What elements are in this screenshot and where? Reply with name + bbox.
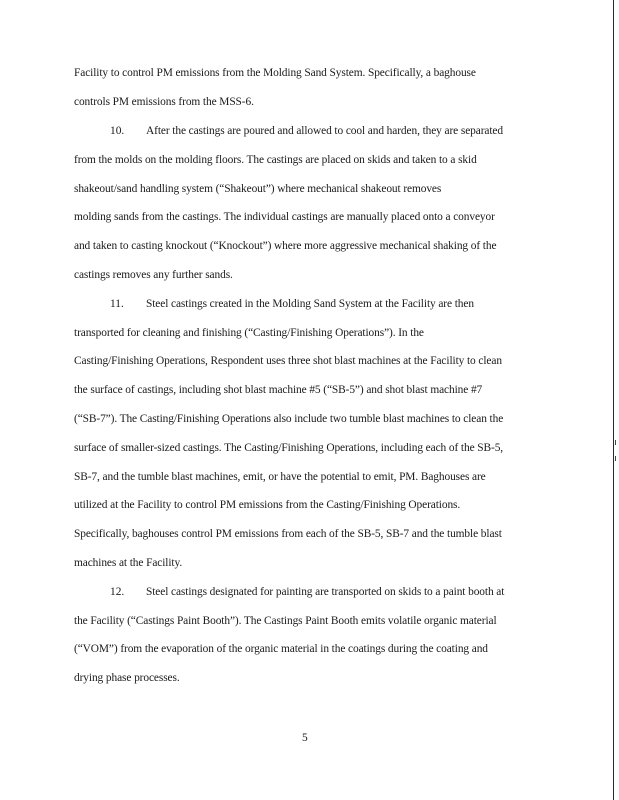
text-line: After the castings are poured and allowed to cool and harden, they are separated: [146, 125, 503, 137]
text-line: drying phase processes.: [74, 672, 180, 684]
text-line: Steel castings created in the Molding Sand System at the Facility are then: [146, 298, 474, 310]
page-number: 5: [302, 732, 308, 744]
text-line: Steel castings designated for painting are transported on skids to a paint booth at: [146, 586, 505, 598]
text-line: utilized at the Facility to control PM emissions from the Casting/Finishing Operations.: [74, 499, 461, 511]
text-line: and taken to casting knockout (“Knockout”) where more aggressive mechanical shaking of the: [74, 240, 497, 252]
page-edge-line: [613, 0, 614, 800]
text-line: shakeout/sand handling system (“Shakeout”) where mechanical shakeout removes: [74, 183, 442, 195]
paragraph-number: 12.: [110, 586, 125, 598]
text-line: SB-7, and the tumble blast machines, emit, or have the potential to emit, PM. Baghouses are: [74, 471, 486, 483]
text-line: (“SB-7”). The Casting/Finishing Operations also include two tumble blast machines to clean the: [74, 413, 504, 425]
text-line: the surface of castings, including shot blast machine #5 (“SB-5”) and shot blast machine #7: [74, 384, 483, 396]
text-line: from the molds on the molding floors. The castings are placed on skids and taken to a skid: [74, 154, 477, 166]
text-line: molding sands from the castings. The individual castings are manually placed onto a conveyor: [74, 211, 495, 223]
text-line: Facility to control PM emissions from the Molding Sand System. Specifically, a baghouse: [74, 67, 476, 79]
text-line: controls PM emissions from the MSS-6.: [74, 96, 254, 108]
paragraph-number: 11.: [110, 298, 124, 310]
text-line: Specifically, baghouses control PM emissions from each of the SB-5, SB-7 and the tumble blast: [74, 528, 502, 540]
text-line: castings removes any further sands.: [74, 269, 233, 281]
text-line: machines at the Facility.: [74, 557, 183, 569]
edge-mark: [615, 440, 616, 445]
text-line: Casting/Finishing Operations, Respondent uses three shot blast machines at the Facility to clean: [74, 355, 502, 367]
paragraph-number: 10.: [110, 125, 125, 137]
text-line: (“VOM”) from the evaporation of the organic material in the coatings during the coating and: [74, 643, 488, 655]
edge-mark: [615, 456, 616, 461]
text-line: surface of smaller-sized castings. The Casting/Finishing Operations, including each of the SB-5,: [74, 442, 504, 454]
text-line: transported for cleaning and finishing (“Casting/Finishing Operations”). In the: [74, 327, 424, 339]
text-line: the Facility (“Castings Paint Booth”). The Castings Paint Booth emits volatile organic material: [74, 615, 497, 627]
